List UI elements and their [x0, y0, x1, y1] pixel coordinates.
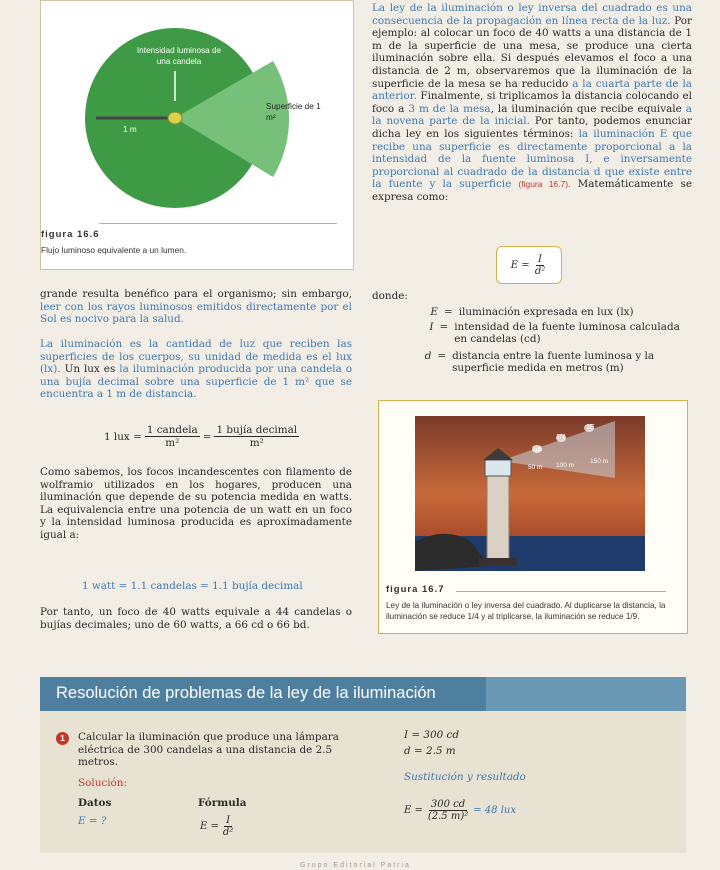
unknown-value: E = ? [78, 815, 107, 827]
lux-equation [104, 424, 299, 449]
left-p1-text: grande resulta benéfico para el organismo; sin embargo, [40, 288, 352, 300]
result-equation [404, 799, 516, 822]
intensity-label: Intensidad luminosa de una candela [136, 46, 222, 66]
left-p2-highlight-2: la iluminación producida por una candela o una bujía decimal sobre una superficie de [40, 363, 352, 388]
def-symbol: d [424, 349, 432, 362]
pf-den: d² [222, 827, 234, 838]
example-highlight-2: 3 m de la mesa [408, 102, 491, 115]
figure-16-7-caption: Ley de la iluminación o ley inversa del cuadrado. Al duplicarse la distancia, la iluminación se reduce 1/4 y al triplicarse, la iluminación se reduce 1/9. [386, 601, 666, 621]
example-text-2: Finalmente, si triplicamos la distancia colocando el foco a [372, 90, 692, 115]
formula-header: Fórmula [198, 797, 247, 809]
definition-I [420, 321, 690, 346]
left-paragraph-1 [40, 288, 352, 326]
example-highlight: a la cuarta parte de la anterior. [372, 77, 692, 103]
figure-16-6 [40, 0, 354, 270]
intro-text: La ley de la iluminación o ley inversa del cuadrado es una consecuencia de la propagación en línea recta de la luz. [372, 2, 692, 27]
figure-reference: (figura 16.7). [518, 179, 571, 190]
def-equals: = [437, 349, 447, 362]
definitions-list [420, 306, 690, 375]
lux-fraction-2 [214, 424, 299, 449]
law-statement: la iluminación E que recibe una superficie es directamente proporcional a la intensidad de la fuente luminosa I, e inversamente proporcional al cuadrado de la distancia d que existe entre la fuente y la superficie [372, 127, 693, 191]
given-intensity: I = 300 cd [404, 729, 460, 741]
label-ninth: 1/9 [532, 446, 542, 453]
def-equals: = [444, 306, 453, 318]
lux-den-2: m² [249, 437, 264, 449]
example-text-3: , la iluminación que recibe equivale [490, 102, 682, 115]
footer-text: Grupo Editorial Patria [300, 862, 411, 869]
left-paragraph-4: Por tanto, un foco de 40 watts equivale a 44 candelas o bujías decimales; uno de 60 watts, a 66 cd o 66 bd. [40, 606, 352, 631]
result-num: 300 cd [430, 799, 466, 810]
definition-d [420, 350, 690, 375]
problem-formula [200, 815, 235, 838]
result-fraction [426, 799, 470, 822]
formula-lhs: E = [510, 259, 530, 271]
datos-header: Datos [78, 797, 112, 809]
pf-fraction [221, 815, 235, 838]
def-text: distancia entre la fuente luminosa y la superficie medida en metros (m) [452, 349, 655, 375]
donde-label: donde: [372, 290, 408, 302]
def-text: iluminación expresada en lux (lx) [458, 306, 634, 318]
def-text: intensidad de la fuente luminosa calculada en candelas (cd) [454, 320, 680, 346]
watt-equivalence: 1 watt = 1.1 candelas = 1.1 bujía decimal [82, 580, 303, 592]
label-1E: 1E [586, 424, 595, 431]
result-value: = 48 lux [473, 805, 516, 816]
formula-numerator: I [538, 253, 542, 265]
formula-denominator: d² [534, 265, 546, 277]
problem-number: 1 [56, 732, 69, 745]
pf-num: I [226, 815, 231, 826]
left-paragraph-2 [40, 338, 352, 401]
def-equals: = [439, 320, 449, 333]
label-150m: 150 m [590, 458, 609, 465]
section-title: Resolución de problemas de la ley de la iluminación [56, 684, 436, 702]
label-100m: 100 m [556, 462, 575, 469]
label-50m: 50 m [528, 464, 543, 471]
law-end: Matemáticamente se expresa como: [372, 178, 692, 203]
problem-statement: Calcular la iluminación que produce una lámpara eléctrica de 300 candelas a una distancia de 2.5 metros. [78, 731, 339, 769]
formula-fraction [533, 254, 547, 277]
left-p2-text-3: 1 m² que se encuentra a 1 m de distancia. [40, 375, 352, 401]
lighthouse-illustration [415, 416, 645, 571]
def-symbol: E [430, 306, 438, 318]
example-highlight-3: a la novena parte de la inicial. [372, 102, 692, 128]
example-text-4: Por tanto, podemos enunciar dicha ley en los siguientes términos: [372, 115, 692, 140]
lux-den-1: m² [165, 437, 180, 449]
lux-equals: = [202, 430, 212, 443]
left-paragraph-3: Como sabemos, los focos incandescentes con filamento de wolframio utilizados en los hogares, producen una iluminación que depende de su potencia medida en watts. La equivalencia entre una potencia de un watt en un foco y la intensidad luminosa producida es aproximadamente igual a: [40, 466, 352, 541]
left-p2-highlight: su unidad de medida es el lux (lx). [40, 350, 353, 376]
lux-num-1: 1 candela [146, 424, 198, 436]
left-p1-highlight: leer con los rayos luminosos emitidos directamente por el Sol es nocivo para la salud. [40, 300, 352, 326]
lux-fraction-1 [145, 424, 200, 449]
left-p2-text: La iluminación es la cantidad de luz que reciben las superficies de los cuerpos, [40, 338, 352, 363]
result-lhs: E = [404, 805, 423, 816]
problem-box [40, 711, 686, 853]
section-banner-tail [486, 677, 686, 711]
illumination-formula [496, 246, 562, 284]
figure-16-6-caption: Flujo luminoso equivalente a un lumen. [41, 245, 187, 255]
definition-E [420, 306, 690, 319]
distance-label: 1 m [123, 125, 137, 134]
given-distance: d = 2.5 m [404, 745, 456, 757]
lux-num-2: 1 bujía decimal [216, 424, 298, 436]
surface-label: Superficie de 1 m² [266, 102, 321, 122]
law-explanation [372, 2, 692, 204]
figure-16-7-number: figura 16.7 [386, 584, 445, 595]
def-symbol: I [429, 320, 434, 333]
lux-lhs: 1 lux = [104, 430, 142, 443]
solution-label: Solución: [78, 777, 127, 789]
figure-16-6-number: figura 16.6 [41, 229, 100, 240]
pf-lhs: E = [200, 821, 219, 832]
left-p2-text-2: Un lux es [64, 363, 116, 376]
result-den: (2.5 m)² [427, 811, 469, 822]
caption-rule [456, 591, 666, 592]
example-text: Por ejemplo: al colocar un foco de 40 watts a una distancia de 1 m de la superficie de una mesa, se produce una cierta iluminación sobre ella. Si después elevamos el foco a una distancia de 2 m, observaremos que la iluminación de la superficie de la mesa se ha reducido [372, 14, 692, 90]
label-quarter: 1/4 [556, 434, 566, 441]
substitution-label: Sustitución y resultado [404, 771, 526, 783]
